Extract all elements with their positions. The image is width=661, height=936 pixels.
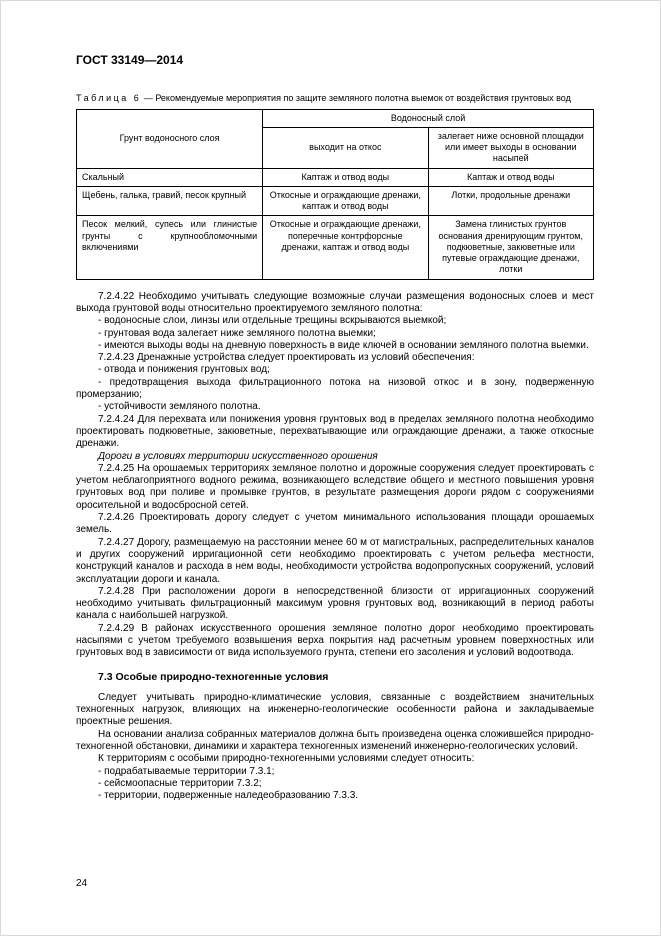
table-caption-text: — Рекомендуемые мероприятия по защите земляного полотна выемок от воздействия грунтовых вод: [143, 93, 571, 103]
table-cell-c3: Лотки, продольные дренажи: [428, 186, 593, 216]
list-paragraph: - водоносные слои, линзы или отдельные трещины вскрываются выемкой;: [98, 315, 447, 327]
list-paragraph: - отвода и понижения грунтовых вод;: [98, 364, 270, 376]
paragraph: 7.2.4.27 Дорогу, размещаемую на расстоянии менее 60 м от магистральных, распределительных каналов и других сооружений ирригационной сети необходимо проектировать с учетом рельефа местности, конструкций каналов и расхода в нем воды, необходимости устройства водопропускных сооружений, условий эксплуатации дороги и канала.: [76, 536, 594, 585]
table-6: [76, 109, 594, 280]
table-row: [77, 168, 594, 186]
col-header-slope-outlet: выходит на откос: [263, 127, 428, 168]
table-row: [77, 216, 594, 279]
paragraph: На основании анализа собранных материалов должна быть произведена оценка сложившейся природно-техногенной обстановки, динамики и характера техногенных изменений инженерно-геологических условий.: [76, 728, 594, 753]
table-row: [77, 186, 594, 216]
table-cell-c1: Щебень, галька, гравий, песок крупный: [77, 186, 263, 216]
list-paragraph: - территории, подверженные наледеобразованию 7.3.3.: [98, 790, 359, 802]
table-cell-c3: Замена глинистых грунтов основания дренирующим грунтом, подкюветные, закюветные или путевые ограждающие дренажи, лотки: [428, 216, 593, 279]
list-paragraph: - сейсмоопасные территории 7.3.2;: [98, 777, 262, 789]
col-group-header-aquifer: Водоносный слой: [263, 109, 594, 127]
table-cell-c2: Откосные и ограждающие дренажи, поперечные контрфорсные дренажи, каптаж и отвод воды: [263, 216, 428, 279]
section-heading: 7.3 Особые природно-техногенные условия: [98, 670, 329, 683]
table-caption: [76, 93, 594, 105]
table-cell-c3: Каптаж и отвод воды: [428, 168, 593, 186]
table-cell-c2: Каптаж и отвод воды: [263, 168, 428, 186]
table-body: [77, 168, 594, 279]
paragraph: 7.2.4.28 При расположении дороги в непосредственной близости от ирригационных сооружений необходимо учитывать фильтрационный максимум уровня грунтовых вод, возникающий в период работы канала с наибольшей нагрузкой.: [76, 585, 594, 622]
list-paragraph: - предотвращения выхода фильтрационного потока на низовой откос и в зону, подверженную промерзанию;: [76, 376, 594, 401]
col-header-soil-type: Грунт водоносного слоя: [77, 109, 263, 168]
page-number: 24: [76, 878, 88, 889]
table-header: [77, 109, 594, 168]
table-header-row-1: [77, 109, 594, 127]
paragraph: 7.2.4.26 Проектировать дорогу следует с учетом минимального использования площади орошаемых земель.: [76, 512, 594, 536]
doc-number: ГОСТ 33149—2014: [76, 53, 184, 67]
paragraph: Следует учитывать природно-климатические условия, связанные с воздействием значительных техногенных нагрузок, влияющих на инженерно-геологические особенности района и закладываемые проектные решения.: [76, 691, 594, 728]
list-paragraph: - устойчивости земляного полотна.: [98, 401, 261, 413]
list-paragraph: - грунтовая вода залегает ниже земляного полотна выемки;: [98, 327, 376, 339]
table-cell-c1: Песок мелкий, супесь или глинистые грунты с крупнообломочными включениями: [77, 216, 263, 279]
paragraph: К территориям с особыми природно-техногенными условиями следует относить:: [98, 753, 475, 765]
paragraph: 7.2.4.24 Для перехвата или понижения уровня грунтовых вод в пределах земляного полотна необходимо проектировать подкюветные, закюветные, перехватывающие или ограждающие дренажи, а также откосные дренажи.: [76, 413, 594, 450]
paragraph: 7.2.4.22 Необходимо учитывать следующие возможные случаи размещения водоносных слоев и мест выхода грунтовой воды относительно проектируемого земляного полотна:: [76, 290, 594, 314]
table-caption-label: Таблица 6: [76, 93, 142, 103]
table-cell-c2: Откосные и ограждающие дренажи, каптаж и отвод воды: [263, 186, 428, 216]
col-header-below-base: залегает ниже основной площадки или имеет выходы в основании насыпей: [428, 127, 593, 168]
paragraph: 7.2.4.29 В районах искусственного орошения земляное полотно дорог необходимо проектировать насыпями с учетом требуемого возвышения верха покрытия над расчетным уровнем поверхностных или грунтовых вод в зависимости от вида используемого грунта, степени его засоления и условий водоотвода.: [76, 622, 594, 659]
paragraph: 7.2.4.25 На орошаемых территориях земляное полотно и дорожные сооружения следует проектировать с учетом неблагоприятного водного режима, возникающего вследствие общего и местного повышения уровня грунтовых вод при поливе и промывке грунтов, в результате размещения дороги рядом с сооружениями оросительной и водосбросной сетей.: [76, 462, 594, 511]
body-text: [76, 291, 594, 803]
table-cell-c1: Скальный: [77, 168, 263, 186]
list-paragraph: - подрабатываемые территории 7.3.1;: [98, 765, 275, 777]
page-content: [76, 53, 594, 803]
paragraph: 7.2.4.23 Дренажные устройства следует проектировать из условий обеспечения:: [98, 352, 475, 364]
list-paragraph: - имеются выходы воды на дневную поверхность в виде ключей в основании земляного полотна выемки.: [98, 339, 589, 351]
italic-subheading: Дороги в условиях территории искусственного орошения: [98, 450, 378, 462]
